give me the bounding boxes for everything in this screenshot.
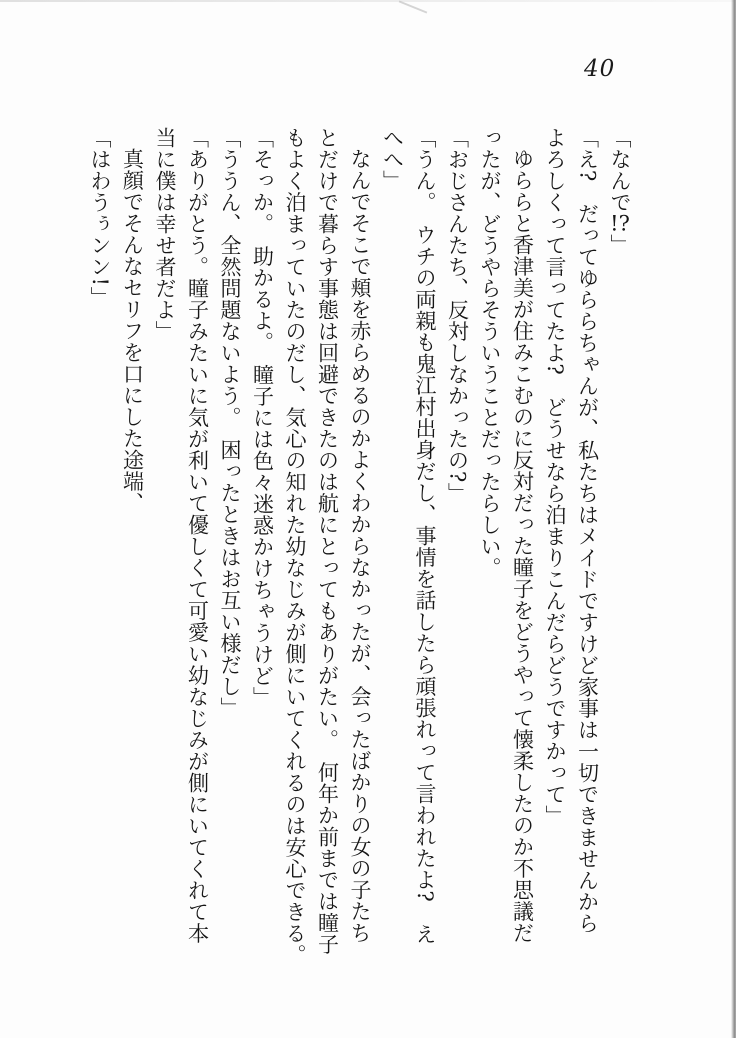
text-line: とだけで暮らす事態は回避できたのは航にとってもありがたい。 何年か前までは瞳子 (315, 127, 340, 955)
text-line: 「おじさんたち、反対しなかったの?」 (445, 127, 470, 505)
text-line: 「ううん、全然問題ないよう。 困ったときはお互い様だし」 (218, 127, 242, 719)
text-line: 当に僕は幸せ者だよ」 (153, 127, 177, 342)
page-top-edge-shadow (0, 0, 736, 2)
text-line: よろしくって言ってたよ? どうせなら泊まりこんだらどうですかって」 (543, 127, 567, 827)
text-line: ゆららと香津美が住みこむのに反対だった瞳子をどうやって懐柔したのか不思議だ (510, 148, 535, 944)
text-line: へへ」 (380, 127, 405, 192)
text-line: 「うん。 ウチの両親も鬼江村出身だし、事情を話したら頑張れって言われたよ? え (413, 127, 437, 946)
text-line: 「なんで!?」 (608, 127, 632, 256)
text-line: 「はわうぅンン!」 (88, 127, 112, 308)
page-number: 40 (584, 56, 616, 82)
page-right-edge-shadow (731, 0, 736, 1038)
tatechuyoko-exclamation-question: !? (610, 213, 630, 234)
text-line: 真顔でそんなセリフを口にした途端、 (120, 148, 145, 514)
text-line: もよく泊まっていたのだし、気心の知れた幼なじみが側にいてくれるのは安心できる。 (283, 127, 307, 966)
text-line: 「そっか。 助かるよ。 瞳子には色々迷惑かけちゃうけど」 (250, 127, 275, 708)
text-line: 「ありがとう。瞳子みたいに気が利いて優しくて可愛い幼なじみが側にいてくれて本 (185, 127, 210, 944)
scan-smudge-artifact (399, 0, 428, 13)
vertical-text-block (83, 127, 636, 1007)
text-line: なんでそこで頬を赤らめるのかよくわからなかったが、会ったばかりの女の子たち (348, 148, 372, 944)
text-line: ったが、どうやらそういうことだったらしい。 (478, 127, 502, 579)
text-line: 「え? だってゆららちゃんが、私たちはメイドですけど家事は一切できませんから (575, 127, 600, 935)
